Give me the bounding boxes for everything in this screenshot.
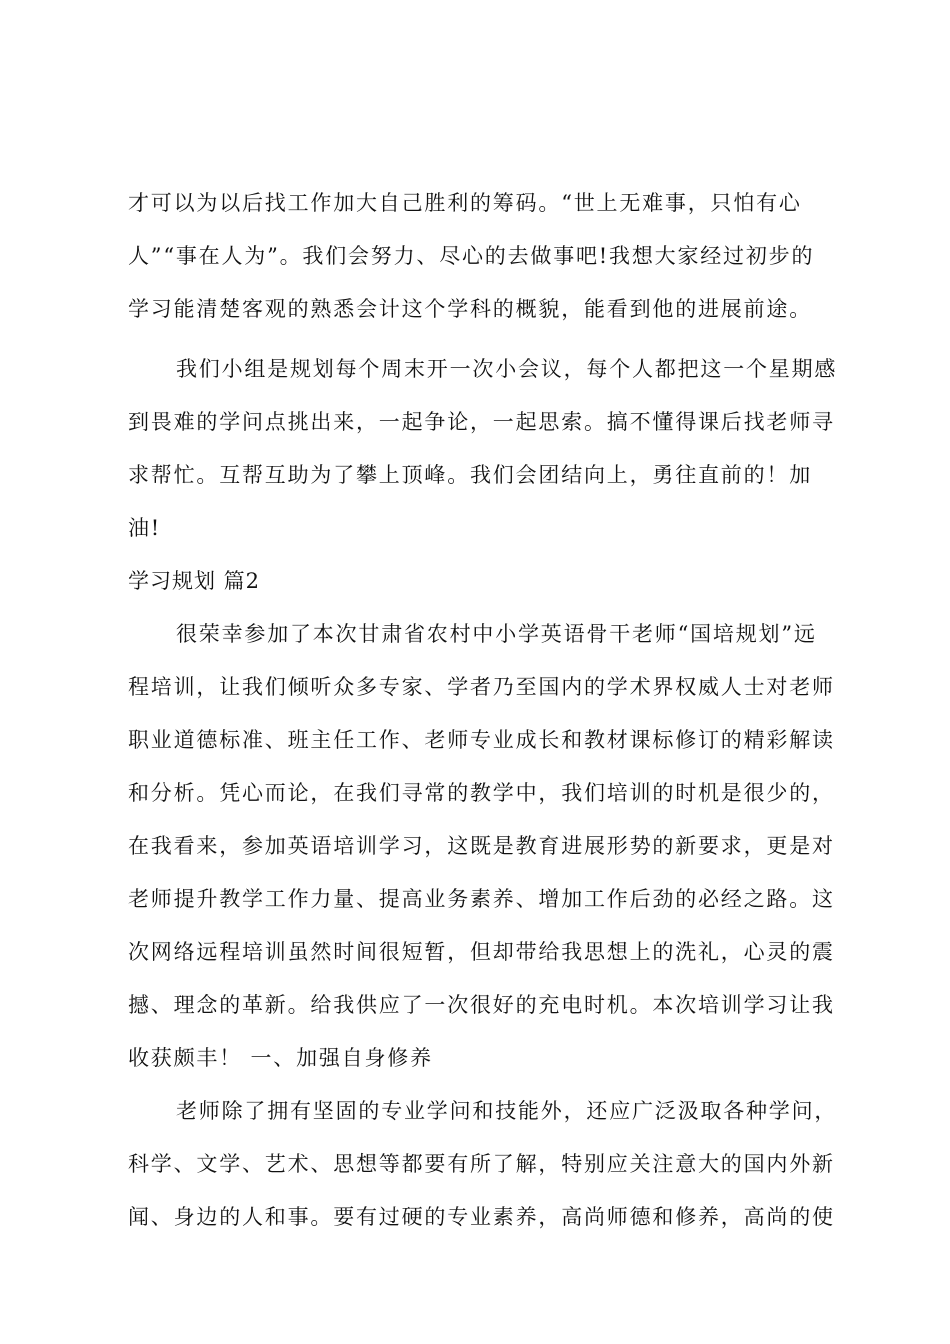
body-text-line: 次网络远程培训虽然时间很短暂，但却带给我思想上的洗礼，心灵的震: [128, 940, 835, 964]
body-text-line: 和分析。凭心而论，在我们寻常的教学中，我们培训的时机是很少的，: [128, 781, 835, 805]
body-text-line: 求帮忙。互帮互助为了攀上顶峰。我们会团结向上，勇往直前的！加: [128, 463, 812, 487]
body-text-line: 学习能清楚客观的熟悉会计这个学科的概貌，能看到他的进展前途。: [128, 297, 812, 321]
body-text-line: 到畏难的学问点挑出来，一起争论，一起思索。搞不懂得课后找老师寻: [128, 410, 835, 434]
body-text-line: 人”“事在人为”。我们会努力、尽心的去做事吧!我想大家经过初步的: [128, 244, 815, 268]
body-text-line: 撼、理念的革新。给我供应了一次很好的充电时机。本次培训学习让我: [128, 993, 835, 1017]
body-text-line: 油!: [128, 516, 162, 540]
body-text-line: 程培训，让我们倾听众多专家、学者乃至国内的学术界权威人士对老师: [128, 675, 835, 699]
body-text-line: 职业道德标准、班主任工作、老师专业成长和教材课标修订的精彩解读: [128, 728, 835, 752]
body-text-line: 很荣幸参加了本次甘肃省农村中小学英语骨干老师“国培规划”远: [176, 622, 817, 646]
body-text-line: 科学、文学、艺术、思想等都要有所了解，特别应关注意大的国内外新: [128, 1152, 835, 1176]
body-text-line: 我们小组是规划每个周末开一次小会议，每个人都把这一个星期感: [176, 357, 838, 381]
body-text-line: 才可以为以后找工作加大自己胜利的筹码。“世上无难事，只怕有心: [128, 191, 802, 215]
body-text-line: 在我看来，参加英语培训学习，这既是教育进展形势的新要求，更是对: [128, 834, 835, 858]
body-text-line: 老师提升教学工作力量、提高业务素养、增加工作后劲的必经之路。这: [128, 887, 835, 911]
body-text-line: 收获颇丰！ 一、加强自身修养: [128, 1046, 433, 1070]
body-text-line: 闻、身边的人和事。要有过硬的专业素养，高尚师德和修养，高尚的使: [128, 1205, 835, 1229]
section-heading: 学习规划 篇2: [128, 569, 261, 593]
body-text-line: 老师除了拥有坚固的专业学问和技能外，还应广泛汲取各种学问，: [176, 1099, 838, 1123]
